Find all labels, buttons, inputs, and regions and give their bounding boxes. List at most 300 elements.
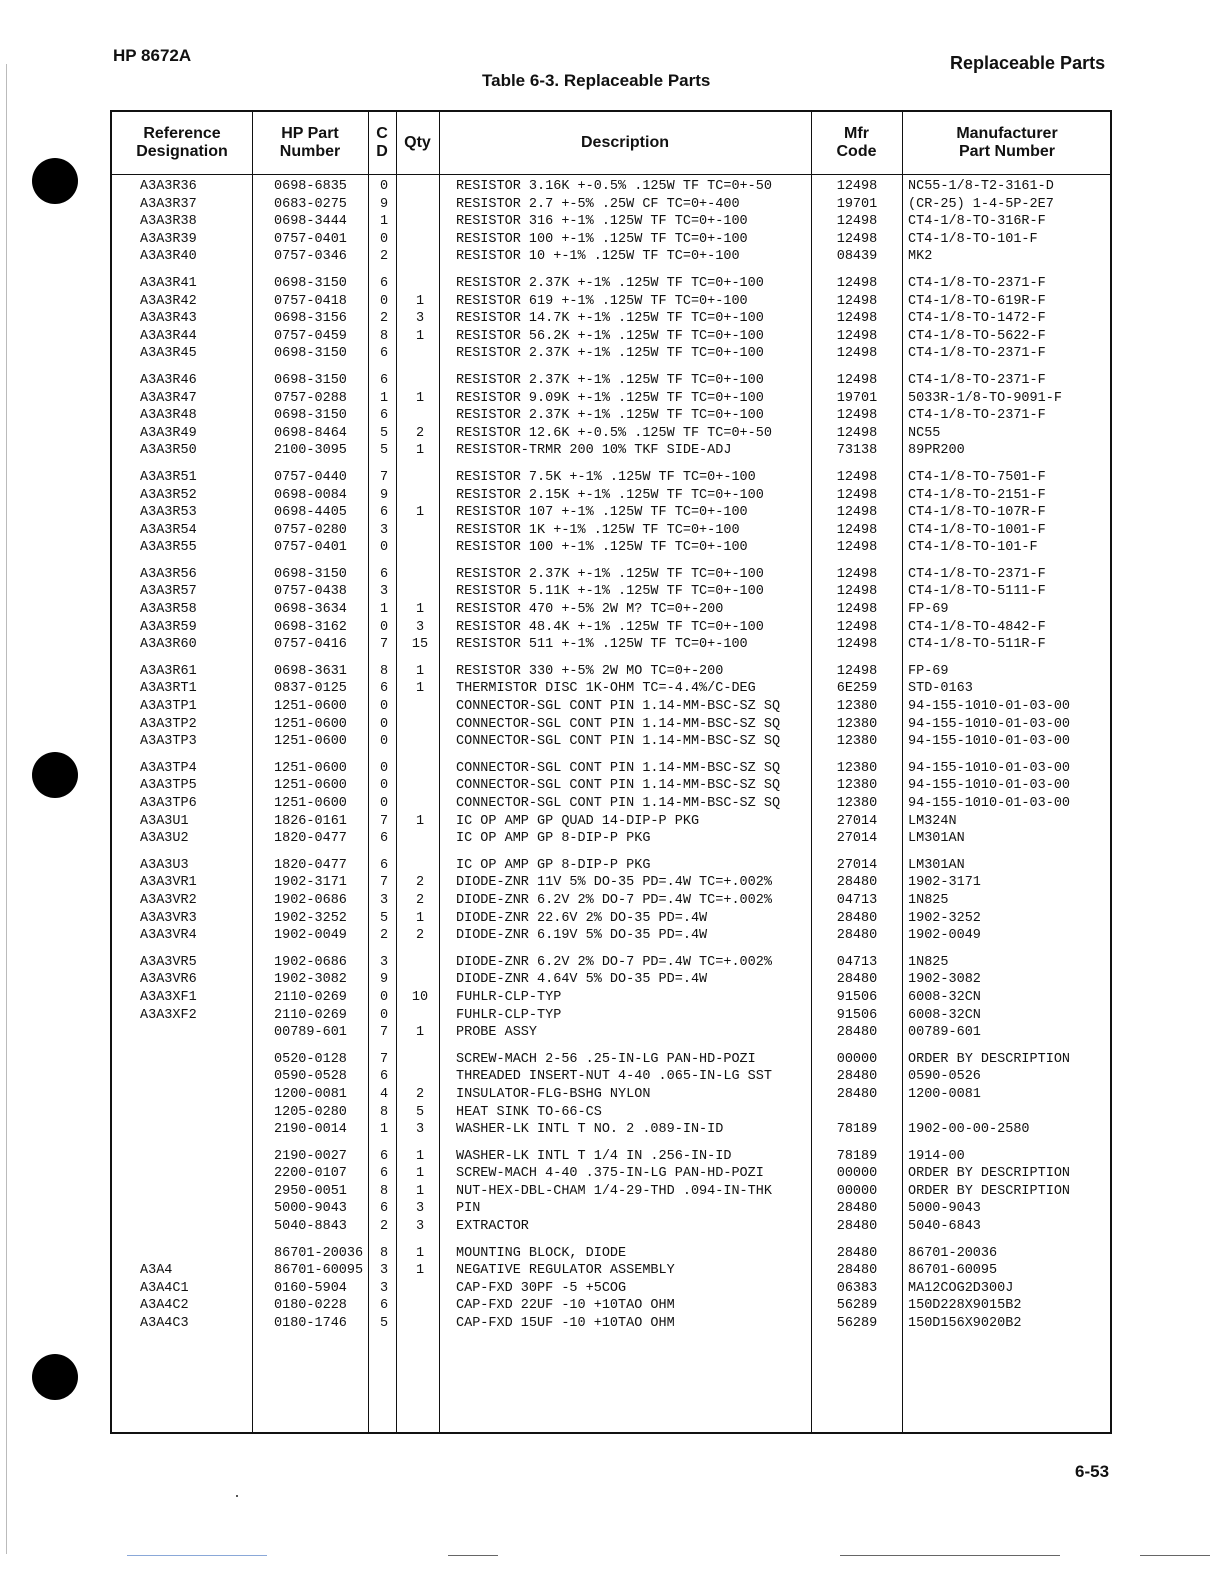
table-row bbox=[112, 760, 1110, 778]
cell-ref: A3A3U3 bbox=[140, 857, 189, 873]
cell-part: 0757-0401 bbox=[274, 231, 347, 247]
cell-mfr: 28480 bbox=[836, 875, 878, 891]
cell-part: 0180-1746 bbox=[274, 1316, 347, 1332]
cell-cd: 0 bbox=[379, 699, 389, 715]
table-title: Table 6-3. Replaceable Parts bbox=[482, 71, 711, 90]
row-group bbox=[112, 566, 1110, 663]
cell-mpn: 94-155-1010-01-03-00 bbox=[908, 760, 1071, 776]
section-header: Replaceable Parts bbox=[950, 53, 1106, 73]
table-row bbox=[112, 293, 1110, 311]
table-row bbox=[112, 196, 1110, 214]
cell-mpn: CT4-1/8-TO-1001-F bbox=[908, 522, 1046, 538]
cell-ref: A3A3U1 bbox=[140, 813, 189, 829]
table-row bbox=[112, 213, 1110, 231]
cell-mfr: 28480 bbox=[836, 1263, 878, 1279]
cell-ref: A3A3R53 bbox=[140, 505, 197, 521]
cell-desc: RESISTOR 7.5K +-1% .125W TF TC=0+-100 bbox=[456, 469, 756, 485]
row-group bbox=[112, 275, 1110, 372]
table-row bbox=[112, 1086, 1110, 1104]
cell-mfr: 00000 bbox=[836, 1166, 878, 1182]
cell-ref: A3A3R48 bbox=[140, 408, 197, 424]
cell-part: 1902-3082 bbox=[274, 972, 347, 988]
col-header-reference: Reference Designation bbox=[136, 125, 228, 160]
cell-desc: FUHLR-CLP-TYP bbox=[456, 1007, 562, 1023]
cell-qty: 3 bbox=[415, 1122, 425, 1138]
cell-ref: A3A3R44 bbox=[140, 328, 197, 344]
cell-desc: CONNECTOR-SGL CONT PIN 1.14-MM-BSC-SZ SQ bbox=[456, 734, 781, 750]
cell-mfr: 12498 bbox=[836, 540, 878, 556]
cell-cd: 8 bbox=[379, 328, 389, 344]
cell-desc: RESISTOR 9.09K +-1% .125W TF TC=0+-100 bbox=[456, 390, 764, 406]
row-group bbox=[112, 857, 1110, 954]
cell-cd: 0 bbox=[379, 796, 389, 811]
cell-part: 1251-0600 bbox=[274, 699, 347, 715]
cell-mpn: 1200-0081 bbox=[908, 1086, 981, 1102]
table-row bbox=[112, 1165, 1110, 1183]
cell-part: 86701-20036 bbox=[274, 1245, 364, 1261]
cell-part: 2190-0027 bbox=[274, 1148, 347, 1164]
cell-part: 0757-0346 bbox=[274, 249, 347, 265]
cell-desc: EXTRACTOR bbox=[456, 1219, 529, 1235]
cell-desc: RESISTOR-TRMR 200 10% TKF SIDE-ADJ bbox=[456, 443, 732, 459]
binder-hole-top bbox=[32, 158, 78, 204]
cell-desc: WASHER-LK INTL T 1/4 IN .256-IN-ID bbox=[456, 1148, 732, 1164]
cell-mpn: 1902-0049 bbox=[908, 928, 981, 944]
cell-part: 1820-0477 bbox=[274, 831, 347, 847]
cell-desc: RESISTOR 56.2K +-1% .125W TF TC=0+-100 bbox=[456, 328, 764, 344]
cell-mfr: 12498 bbox=[836, 602, 878, 618]
cell-mfr: 12498 bbox=[836, 584, 878, 600]
cell-part: 1205-0280 bbox=[274, 1104, 347, 1120]
table-row bbox=[112, 1262, 1110, 1280]
cell-part: 1902-0686 bbox=[274, 892, 347, 908]
cell-ref: A3A3R61 bbox=[140, 663, 197, 679]
cell-mfr: 12498 bbox=[836, 425, 878, 441]
cell-mpn: 6008-32CN bbox=[908, 1007, 981, 1023]
cell-part: 0698-3150 bbox=[274, 275, 347, 291]
cell-mfr: 12498 bbox=[836, 311, 878, 327]
cell-qty: 1 bbox=[415, 328, 425, 344]
cell-cd: 0 bbox=[379, 778, 389, 794]
cell-mfr: 19701 bbox=[836, 196, 878, 212]
cell-ref: A3A3R41 bbox=[140, 275, 197, 291]
cell-desc: RESISTOR 5.11K +-1% .125W TF TC=0+-100 bbox=[456, 584, 764, 600]
cell-mfr: 28480 bbox=[836, 1025, 878, 1041]
cell-qty: 2 bbox=[415, 928, 425, 944]
table-row bbox=[112, 857, 1110, 875]
cell-cd: 0 bbox=[379, 179, 389, 194]
cell-ref: A3A3R52 bbox=[140, 487, 197, 503]
cell-desc: RESISTOR 2.37K +-1% .125W TF TC=0+-100 bbox=[456, 275, 764, 291]
cell-ref: A3A3R59 bbox=[140, 619, 197, 635]
cell-mfr: 00000 bbox=[836, 1183, 878, 1199]
cell-cd: 6 bbox=[379, 372, 389, 388]
cell-mpn: CT4-1/8-TO-5111-F bbox=[908, 584, 1046, 600]
table-row bbox=[112, 830, 1110, 848]
cell-ref: A3A3R42 bbox=[140, 293, 197, 309]
table-row bbox=[112, 328, 1110, 346]
cell-part: 0757-0401 bbox=[274, 540, 347, 556]
cell-desc: THREADED INSERT-NUT 4-40 .065-IN-LG SST bbox=[456, 1069, 772, 1085]
cell-qty: 3 bbox=[415, 619, 425, 635]
cell-desc: DIODE-ZNR 22.6V 2% DO-35 PD=.4W bbox=[456, 910, 708, 926]
cell-cd: 0 bbox=[379, 760, 389, 776]
table-row bbox=[112, 566, 1110, 584]
cell-qty: 3 bbox=[415, 311, 425, 327]
cell-mpn: 5033R-1/8-TO-9091-F bbox=[908, 390, 1062, 406]
cell-mpn: NC55 bbox=[908, 425, 941, 441]
cell-mpn: ORDER BY DESCRIPTION bbox=[908, 1051, 1071, 1067]
table-row bbox=[112, 1245, 1110, 1263]
cell-desc: CAP-FXD 15UF -10 +10TAO OHM bbox=[456, 1316, 675, 1332]
cell-desc: PIN bbox=[456, 1201, 481, 1217]
cell-mfr: 12498 bbox=[836, 214, 878, 230]
row-group bbox=[112, 178, 1110, 275]
cell-cd: 0 bbox=[379, 293, 389, 309]
cell-mpn: 94-155-1010-01-03-00 bbox=[908, 778, 1071, 794]
cell-mfr: 28480 bbox=[836, 1245, 878, 1261]
table-row bbox=[112, 425, 1110, 443]
cell-part: 5000-9043 bbox=[274, 1201, 347, 1217]
cell-desc: NEGATIVE REGULATOR ASSEMBLY bbox=[456, 1263, 675, 1279]
cell-part: 2190-0014 bbox=[274, 1122, 347, 1138]
cell-cd: 8 bbox=[379, 1183, 389, 1199]
cell-part: 0698-0084 bbox=[274, 487, 347, 503]
cell-ref: A3A3VR1 bbox=[140, 875, 197, 891]
cell-desc: MOUNTING BLOCK, DIODE bbox=[456, 1245, 627, 1261]
col-header-qty: Qty bbox=[404, 134, 431, 151]
table-row bbox=[112, 954, 1110, 972]
cell-part: 0698-3150 bbox=[274, 346, 347, 362]
cell-part: 00789-601 bbox=[274, 1025, 347, 1041]
cell-cd: 3 bbox=[379, 1263, 389, 1279]
row-group bbox=[112, 954, 1110, 1051]
cell-mpn: 1902-3171 bbox=[908, 875, 981, 891]
cell-desc: NUT-HEX-DBL-CHAM 1/4-29-THD .094-IN-THK bbox=[456, 1183, 772, 1199]
cell-mfr: 91506 bbox=[836, 1007, 878, 1023]
cell-cd: 2 bbox=[379, 928, 389, 944]
cell-cd: 4 bbox=[379, 1086, 389, 1102]
cell-ref: A3A3R51 bbox=[140, 469, 197, 485]
cell-mfr: 12380 bbox=[836, 734, 878, 750]
cell-desc: RESISTOR 48.4K +-1% .125W TF TC=0+-100 bbox=[456, 619, 764, 635]
cell-cd: 5 bbox=[379, 910, 389, 926]
cell-part: 1902-0049 bbox=[274, 928, 347, 944]
cell-mpn: (CR-25) 1-4-5P-2E7 bbox=[908, 196, 1054, 212]
cell-ref: A3A3XF1 bbox=[140, 989, 197, 1005]
cell-cd: 1 bbox=[379, 390, 389, 406]
cell-desc: HEAT SINK TO-66-CS bbox=[456, 1104, 602, 1120]
cell-qty: 1 bbox=[415, 1166, 425, 1182]
cell-qty: 15 bbox=[411, 637, 429, 653]
cell-mfr: 78189 bbox=[836, 1148, 878, 1164]
cell-part: 0160-5904 bbox=[274, 1280, 347, 1296]
cell-part: 2110-0269 bbox=[274, 1007, 347, 1023]
cell-mfr: 28480 bbox=[836, 972, 878, 988]
cell-ref: A3A3TP2 bbox=[140, 716, 197, 732]
table-row bbox=[112, 1200, 1110, 1218]
cell-desc: RESISTOR 10 +-1% .125W TF TC=0+-100 bbox=[456, 249, 740, 265]
header-divider bbox=[112, 174, 1110, 175]
cell-mpn: LM324N bbox=[908, 813, 957, 829]
table-row bbox=[112, 1121, 1110, 1139]
cell-ref: A3A3VR3 bbox=[140, 910, 197, 926]
cell-mpn: 0590-0526 bbox=[908, 1069, 981, 1085]
cell-desc: CAP-FXD 30PF -5 +5COG bbox=[456, 1280, 627, 1296]
cell-mfr: 06383 bbox=[836, 1280, 878, 1296]
cell-part: 0698-3631 bbox=[274, 663, 347, 679]
cell-part: 1902-0686 bbox=[274, 954, 347, 970]
table-row bbox=[112, 1297, 1110, 1315]
cell-qty: 5 bbox=[415, 1104, 425, 1120]
row-group bbox=[112, 760, 1110, 857]
cell-qty: 2 bbox=[415, 1086, 425, 1102]
cell-mfr: 12498 bbox=[836, 275, 878, 291]
cell-desc: DIODE-ZNR 11V 5% DO-35 PD=.4W TC=+.002% bbox=[456, 875, 772, 891]
cell-qty: 1 bbox=[415, 293, 425, 309]
row-group bbox=[112, 1245, 1110, 1342]
scan-artifact-line bbox=[1140, 1555, 1210, 1556]
cell-cd: 2 bbox=[379, 1219, 389, 1235]
cell-part: 0698-3156 bbox=[274, 311, 347, 327]
cell-cd: 6 bbox=[379, 408, 389, 424]
table-row bbox=[112, 795, 1110, 813]
table-row bbox=[112, 1218, 1110, 1236]
cell-mfr: 12498 bbox=[836, 328, 878, 344]
cell-desc: IC OP AMP GP 8-DIP-P PKG bbox=[456, 857, 651, 873]
table-row bbox=[112, 971, 1110, 989]
cell-mpn: 150D228X9015B2 bbox=[908, 1298, 1022, 1314]
cell-desc: RESISTOR 316 +-1% .125W TF TC=0+-100 bbox=[456, 214, 748, 230]
cell-part: 2100-3095 bbox=[274, 443, 347, 459]
cell-mfr: 12498 bbox=[836, 231, 878, 247]
cell-desc: RESISTOR 2.37K +-1% .125W TF TC=0+-100 bbox=[456, 346, 764, 362]
table-row bbox=[112, 1148, 1110, 1166]
cell-cd: 6 bbox=[379, 1201, 389, 1217]
cell-mfr: 12498 bbox=[836, 522, 878, 538]
cell-desc: RESISTOR 511 +-1% .125W TF TC=0+-100 bbox=[456, 637, 748, 653]
col-header-mfr-code: Mfr Code bbox=[836, 125, 877, 160]
cell-mfr: 12380 bbox=[836, 760, 878, 776]
cell-qty: 3 bbox=[415, 1219, 425, 1235]
cell-cd: 8 bbox=[379, 1245, 389, 1261]
scan-artifact-line bbox=[448, 1555, 498, 1556]
cell-cd: 6 bbox=[379, 1148, 389, 1164]
cell-mpn: NC55-1/8-T2-3161-D bbox=[908, 179, 1054, 194]
cell-mpn: 89PR200 bbox=[908, 443, 965, 459]
cell-qty: 10 bbox=[411, 989, 429, 1005]
table-row bbox=[112, 231, 1110, 249]
cell-desc: RESISTOR 2.7 +-5% .25W CF TC=0+-400 bbox=[456, 196, 740, 212]
cell-qty: 1 bbox=[415, 443, 425, 459]
cell-desc: WASHER-LK INTL T NO. 2 .089-IN-ID bbox=[456, 1122, 724, 1138]
cell-mpn: CT4-1/8-TO-619R-F bbox=[908, 293, 1046, 309]
cell-mfr: 12498 bbox=[836, 372, 878, 388]
cell-ref: A3A3RT1 bbox=[140, 681, 197, 697]
cell-cd: 6 bbox=[379, 1069, 389, 1085]
cell-mfr: 08439 bbox=[836, 249, 878, 265]
cell-cd: 3 bbox=[379, 522, 389, 538]
table-row bbox=[112, 583, 1110, 601]
cell-cd: 0 bbox=[379, 619, 389, 635]
cell-cd: 5 bbox=[379, 443, 389, 459]
cell-mpn: 86701-20036 bbox=[908, 1245, 998, 1261]
cell-mpn: 6008-32CN bbox=[908, 989, 981, 1005]
cell-part: 1251-0600 bbox=[274, 734, 347, 750]
cell-ref: A3A3R50 bbox=[140, 443, 197, 459]
cell-mfr: 91506 bbox=[836, 989, 878, 1005]
cell-mfr: 78189 bbox=[836, 1122, 878, 1138]
cell-mpn: CT4-1/8-TO-2371-F bbox=[908, 346, 1046, 362]
table-row bbox=[112, 407, 1110, 425]
cell-desc: RESISTOR 2.15K +-1% .125W TF TC=0+-100 bbox=[456, 487, 764, 503]
cell-qty: 1 bbox=[415, 1263, 425, 1279]
table-body bbox=[112, 178, 1110, 1342]
cell-mpn: CT4-1/8-TO-2371-F bbox=[908, 566, 1046, 582]
table-row bbox=[112, 601, 1110, 619]
row-group bbox=[112, 1148, 1110, 1245]
cell-desc: PROBE ASSY bbox=[456, 1025, 538, 1041]
cell-cd: 9 bbox=[379, 487, 389, 503]
cell-cd: 3 bbox=[379, 1280, 389, 1296]
table-row bbox=[112, 372, 1110, 390]
cell-part: 0757-0418 bbox=[274, 293, 347, 309]
cell-mpn: 1902-3252 bbox=[908, 910, 981, 926]
cell-ref: A3A4C1 bbox=[140, 1280, 189, 1296]
cell-qty: 1 bbox=[415, 1148, 425, 1164]
cell-part: 0683-0275 bbox=[274, 196, 347, 212]
cell-ref: A3A3VR6 bbox=[140, 972, 197, 988]
cell-part: 1251-0600 bbox=[274, 796, 347, 811]
cell-mfr: 28480 bbox=[836, 1069, 878, 1085]
cell-mfr: 00000 bbox=[836, 1051, 878, 1067]
cell-cd: 2 bbox=[379, 311, 389, 327]
cell-qty: 1 bbox=[415, 910, 425, 926]
cell-desc: RESISTOR 107 +-1% .125W TF TC=0+-100 bbox=[456, 505, 748, 521]
cell-desc: RESISTOR 2.37K +-1% .125W TF TC=0+-100 bbox=[456, 372, 764, 388]
cell-mpn: CT4-1/8-TO-5622-F bbox=[908, 328, 1046, 344]
cell-desc: IC OP AMP GP QUAD 14-DIP-P PKG bbox=[456, 813, 700, 829]
cell-desc: CONNECTOR-SGL CONT PIN 1.14-MM-BSC-SZ SQ bbox=[456, 699, 781, 715]
cell-ref: A3A4C2 bbox=[140, 1298, 189, 1314]
cell-desc: RESISTOR 330 +-5% 2W MO TC=0+-200 bbox=[456, 663, 724, 679]
cell-cd: 6 bbox=[379, 681, 389, 697]
cell-cd: 6 bbox=[379, 505, 389, 521]
cell-part: 0698-3150 bbox=[274, 372, 347, 388]
cell-ref: A3A3R54 bbox=[140, 522, 197, 538]
cell-ref: A3A3U2 bbox=[140, 831, 189, 847]
table-row bbox=[112, 619, 1110, 637]
cell-mpn: CT4-1/8-TO-2371-F bbox=[908, 408, 1046, 424]
cell-part: 0837-0125 bbox=[274, 681, 347, 697]
table-row bbox=[112, 636, 1110, 654]
cell-desc: RESISTOR 14.7K +-1% .125W TF TC=0+-100 bbox=[456, 311, 764, 327]
cell-mfr: 12498 bbox=[836, 469, 878, 485]
cell-cd: 6 bbox=[379, 1166, 389, 1182]
cell-ref: A3A3R47 bbox=[140, 390, 197, 406]
cell-ref: A3A3XF2 bbox=[140, 1007, 197, 1023]
cell-desc: DIODE-ZNR 4.64V 5% DO-35 PD=.4W bbox=[456, 972, 708, 988]
cell-mpn: CT4-1/8-TO-107R-F bbox=[908, 505, 1046, 521]
table-row bbox=[112, 539, 1110, 557]
cell-qty: 2 bbox=[415, 892, 425, 908]
model-header: HP 8672A bbox=[113, 46, 192, 65]
cell-desc: CONNECTOR-SGL CONT PIN 1.14-MM-BSC-SZ SQ bbox=[456, 760, 781, 776]
cell-desc: RESISTOR 100 +-1% .125W TF TC=0+-100 bbox=[456, 540, 748, 556]
cell-part: 0698-3150 bbox=[274, 566, 347, 582]
cell-desc: RESISTOR 619 +-1% .125W TF TC=0+-100 bbox=[456, 293, 748, 309]
table-row bbox=[112, 390, 1110, 408]
cell-cd: 0 bbox=[379, 540, 389, 556]
cell-part: 0757-0288 bbox=[274, 390, 347, 406]
cell-part: 0698-3444 bbox=[274, 214, 347, 230]
cell-ref: A3A3R55 bbox=[140, 540, 197, 556]
cell-mpn: 5040-6843 bbox=[908, 1219, 981, 1235]
cell-mpn: 94-155-1010-01-03-00 bbox=[908, 796, 1071, 811]
cell-part: 0698-6835 bbox=[274, 179, 347, 194]
cell-desc: DIODE-ZNR 6.2V 2% DO-7 PD=.4W TC=+.002% bbox=[456, 892, 772, 908]
cell-ref: A3A3R56 bbox=[140, 566, 197, 582]
cell-mpn: CT4-1/8-TO-7501-F bbox=[908, 469, 1046, 485]
cell-desc: CAP-FXD 22UF -10 +10TAO OHM bbox=[456, 1298, 675, 1314]
col-header-cd: C D bbox=[376, 125, 388, 160]
cell-cd: 3 bbox=[379, 892, 389, 908]
cell-qty: 1 bbox=[415, 663, 425, 679]
cell-mpn: FP-69 bbox=[908, 663, 949, 679]
table-row bbox=[112, 874, 1110, 892]
cell-desc: CONNECTOR-SGL CONT PIN 1.14-MM-BSC-SZ SQ bbox=[456, 778, 781, 794]
page-edge-line bbox=[6, 64, 7, 1554]
cell-part: 0757-0416 bbox=[274, 637, 347, 653]
cell-mpn: ORDER BY DESCRIPTION bbox=[908, 1166, 1071, 1182]
binder-hole-bottom bbox=[32, 1354, 78, 1400]
cell-mpn: CT4-1/8-TO-101-F bbox=[908, 231, 1038, 247]
cell-qty: 1 bbox=[415, 390, 425, 406]
scan-artifact-line bbox=[840, 1555, 1060, 1556]
row-group bbox=[112, 469, 1110, 566]
scan-artifact-line bbox=[127, 1555, 267, 1556]
cell-mpn: ORDER BY DESCRIPTION bbox=[908, 1183, 1071, 1199]
cell-mpn: STD-0163 bbox=[908, 681, 973, 697]
table-row bbox=[112, 716, 1110, 734]
cell-mfr: 6E259 bbox=[836, 681, 878, 697]
cell-mfr: 28480 bbox=[836, 1219, 878, 1235]
table-row bbox=[112, 248, 1110, 266]
cell-mpn: 1N825 bbox=[908, 892, 949, 908]
cell-desc: RESISTOR 470 +-5% 2W M? TC=0+-200 bbox=[456, 602, 724, 618]
cell-mfr: 12498 bbox=[836, 408, 878, 424]
cell-ref: A3A3VR2 bbox=[140, 892, 197, 908]
cell-part: 1826-0161 bbox=[274, 813, 347, 829]
cell-mpn: 94-155-1010-01-03-00 bbox=[908, 716, 1071, 732]
cell-cd: 7 bbox=[379, 1025, 389, 1041]
cell-cd: 9 bbox=[379, 196, 389, 212]
cell-part: 1902-3252 bbox=[274, 910, 347, 926]
table-row bbox=[112, 813, 1110, 831]
cell-ref: A3A3VR5 bbox=[140, 954, 197, 970]
cell-cd: 0 bbox=[379, 716, 389, 732]
cell-qty: 1 bbox=[415, 1245, 425, 1261]
table-row bbox=[112, 310, 1110, 328]
cell-mfr: 27014 bbox=[836, 857, 878, 873]
cell-part: 0698-4405 bbox=[274, 505, 347, 521]
cell-part: 1820-0477 bbox=[274, 857, 347, 873]
table-row bbox=[112, 892, 1110, 910]
table-row bbox=[112, 1024, 1110, 1042]
cell-part: 1251-0600 bbox=[274, 716, 347, 732]
cell-mpn: 00789-601 bbox=[908, 1025, 981, 1041]
table-row bbox=[112, 777, 1110, 795]
